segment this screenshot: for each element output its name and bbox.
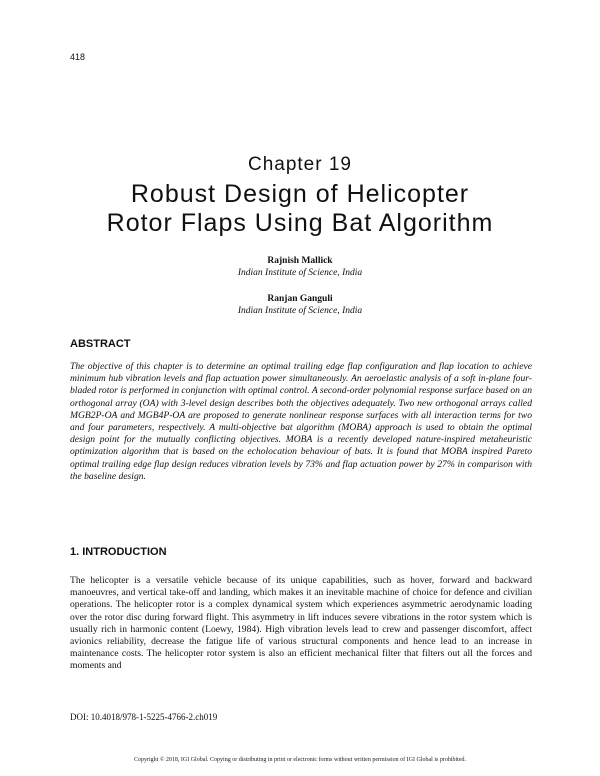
introduction-text: The helicopter is a versatile vehicle because of its unique capabilities, such as hover, forward and backward manoeuvres, and vertical take-off and landing, which makes it an inevitable machine of choice for defence and civilian operations. The helicopter rotor is a complex dynamical system which experiences asymmetric aerodynamic loading over the rotor disc during forward flight. This asymmetry in lift induces severe vibrations in the rotor system which is usually rich in harmonic content (Loewy, 1984). High vibration levels lead to crew and passenger discomfort, affect avionics reliability, decrease the fatigue life of various structural components and hence lead to an increase in maintenance costs. The helicopter rotor system is also an efficient mechanical filter that filters out all the forces and moments and <box>70 575 532 672</box>
chapter-label: Chapter 19 <box>247 154 352 175</box>
author-affiliation: Indian Institute of Science, India <box>237 306 363 316</box>
chapter-title <box>0 180 600 238</box>
abstract-text: The objective of this chapter is to determine an optimal trailing edge flap configuration and flap location to achieve minimum hub vibration levels and flap actuation power simultaneously. An aeroelastic analysis of a soft in-plane four-bladed rotor is performed in conjunction with optimal control. A second-order polynomial response surface based on an orthogonal array (OA) with 3-level design describes both the objectives adequately. Two new orthogonal arrays called MGB2P-OA and MGB4P-OA are proposed to generate nonlinear response surfaces with all interaction terms for two and four parameters, respectively. A multi-objective bat algorithm (MOBA) approach is used to obtain the optimal design point for the mutually conflicting objectives. MOBA is a recently developed nature-inspired metaheuristic optimization algorithm that is based on the echolocation behaviour of bats. It is found that MOBA inspired Pareto optimal trailing edge flap design reduces vibration levels by 73% and flap actuation power by 27% in comparison with the baseline design. <box>70 361 532 482</box>
introduction-heading: 1. INTRODUCTION <box>70 546 167 558</box>
author-name: Ranjan Ganguli <box>267 294 333 304</box>
copyright-notice: Copyright © 2018, IGI Global. Copying or distributing in print or electronic forms without written permission of IGI Global is prohibited. <box>133 757 466 763</box>
chapter-title-line-2: Rotor Flaps Using Bat Algorithm <box>106 209 494 237</box>
author-block <box>0 255 600 279</box>
abstract-heading: ABSTRACT <box>70 338 131 350</box>
author-affiliation: Indian Institute of Science, India <box>237 268 363 278</box>
chapter-title-line-1: Robust Design of Helicopter <box>130 180 470 208</box>
author-block <box>0 293 600 317</box>
doi: DOI: 10.4018/978-1-5225-4766-2.ch019 <box>70 712 218 722</box>
author-name: Rajnish Mallick <box>267 256 333 266</box>
page-number: 418 <box>70 52 86 62</box>
